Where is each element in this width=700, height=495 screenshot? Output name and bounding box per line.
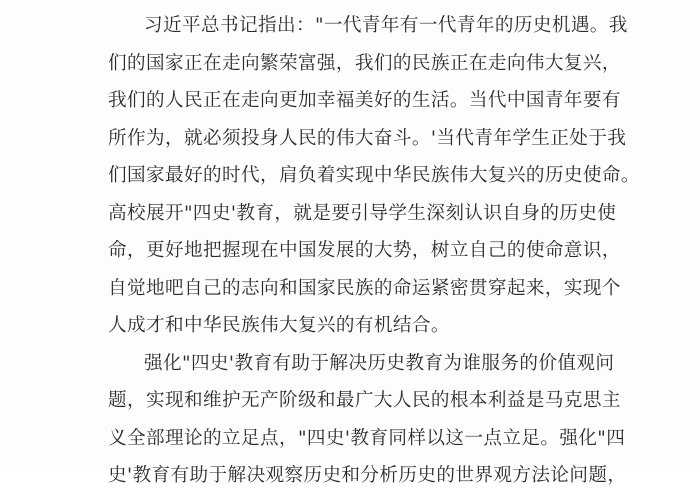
text-line: 人成才和中华民族伟大复兴的有机结合。 xyxy=(108,315,450,336)
text-line: 我们的人民正在走向更加幸福美好的生活。当代中国青年要有 xyxy=(108,90,621,111)
text-line: 习近平总书记指出："一代青年有一代青年的历史机遇。我 xyxy=(144,15,628,36)
text-line: 史'教育有助于解决观察历史和分析历史的世界观方法论问题， xyxy=(108,465,627,486)
text-line: 们国家最好的时代，肩负着实现中华民族伟大复兴的历史使命。 xyxy=(108,165,640,186)
text-line: 自觉地吧自己的志向和国家民族的命运紧密贯穿起来，实现个 xyxy=(108,277,621,299)
text-line: 命，更好地把握现在中国发展的大势，树立自己的使命意识， xyxy=(108,240,621,261)
text-line: 强化"四史'教育有助于解决历史教育为谁服务的价值观问 xyxy=(144,352,615,374)
text-line: 题，实现和维护无产阶级和最广大人民的根本利益是马克思主 xyxy=(108,390,621,411)
text-line: 高校展开"四史'教育，就是要引导学生深刻认识自身的历史使 xyxy=(108,202,617,224)
text-line: 义全部理论的立足点，"四史'教育同样以这一点立足。强化"四 xyxy=(108,427,626,449)
text-line: 们的国家正在走向繁荣富强，我们的民族正在走向伟大复兴， xyxy=(108,52,621,74)
body-text xyxy=(108,7,640,487)
text-line: 所作为，就必须投身人民的伟大奋斗。'当代青年学生正处于我 xyxy=(108,127,627,149)
